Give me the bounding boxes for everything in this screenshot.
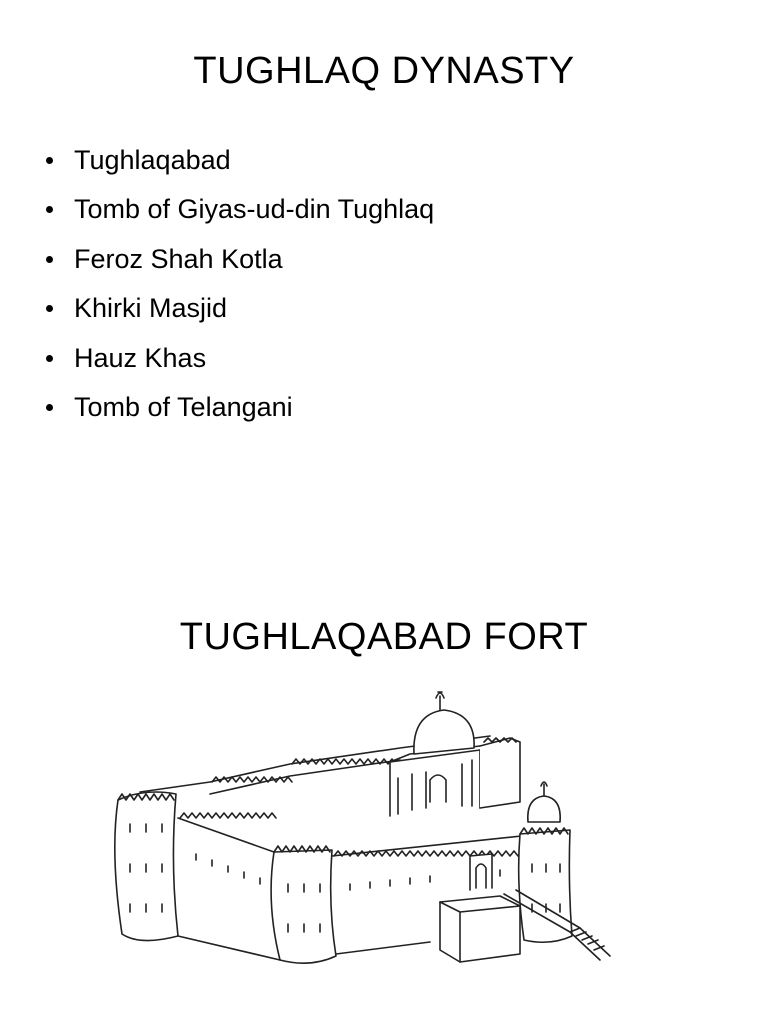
bullet-icon	[46, 404, 53, 411]
list-item-text: Feroz Shah Kotla	[74, 243, 283, 274]
list-item	[44, 140, 434, 189]
bullet-icon	[46, 157, 53, 164]
list-item-text: Tughlaqabad	[74, 145, 231, 175]
fort-illustration	[100, 684, 620, 1004]
list-item-text: Khirki Masjid	[74, 293, 228, 324]
bullet-icon	[46, 206, 53, 213]
list-item	[44, 288, 434, 337]
list-item-text: Tomb of Telangani	[74, 391, 293, 422]
slide-tughlaqabad-fort	[0, 560, 768, 1024]
bullet-icon	[46, 305, 53, 312]
list-item-text: Tomb of Giyas-ud-din Tughlaq	[74, 194, 435, 225]
list-item	[44, 239, 434, 288]
bullet-icon	[46, 355, 53, 362]
bullet-list	[44, 140, 434, 436]
slide-title: TUGHLAQABAD FORT	[179, 616, 589, 658]
list-item	[44, 189, 434, 238]
list-item-text: Hauz Khas	[74, 342, 207, 373]
list-item	[44, 338, 434, 387]
list-item	[44, 387, 434, 436]
bullet-icon	[46, 256, 53, 263]
slide-title: TUGHLAQ DYNASTY	[193, 50, 575, 92]
